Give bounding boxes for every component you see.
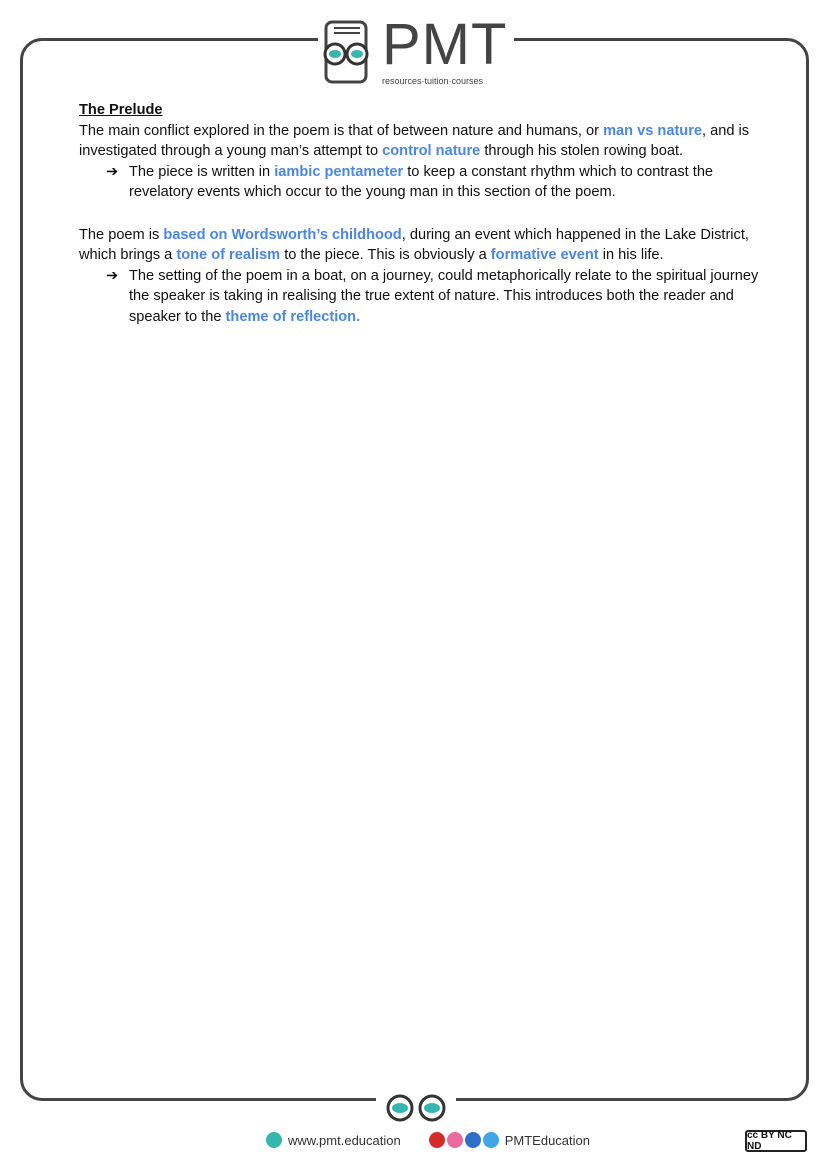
arrow-icon: ➔ [106,267,119,284]
document-body [79,100,759,327]
twitter-icon[interactable] [483,1132,499,1148]
paragraph: The main conflict explored in the poem is that of between nature and humans, or man vs nature, and is investigated through a young man’s attempt to control nature through his stolen rowing boat. [79,122,750,159]
youtube-icon[interactable] [429,1132,445,1148]
bullet-item: ➔ The piece is written in iambic pentameter to keep a constant rhythm which to contrast the revelatory events which occur to the young man in this section of the poem. [106,163,714,200]
social-handle[interactable]: PMTEducation [504,1132,590,1148]
facebook-icon[interactable] [465,1132,481,1148]
paragraph: The poem is based on Wordsworth’s childhood, during an event which happened in the Lake District, which brings a tone of realism to the piece. This is obviously a formative event in his life. [79,226,749,263]
pmt-logo: PMT resources·tuition·courses [318,16,514,92]
book-glasses-icon [318,20,374,88]
glasses-icon [376,1093,456,1128]
instagram-icon[interactable] [447,1132,463,1148]
cursor-icon [266,1132,282,1148]
bullet-item: ➔ The setting of the poem in a boat, on a journey, could metaphorically relate to the spiritual journey the speaker is taking in realising the true extent of nature. This introduces both the reader and speaker to the theme of reflection. [106,267,759,325]
section-title: The Prelude [79,102,163,118]
website-link[interactable]: www.pmt.education [288,1132,401,1148]
logo-tagline: resources·tuition·courses [382,76,484,86]
creative-commons-badge: cc BY NC ND [745,1130,807,1152]
arrow-icon: ➔ [106,163,119,180]
footer [266,1132,590,1148]
